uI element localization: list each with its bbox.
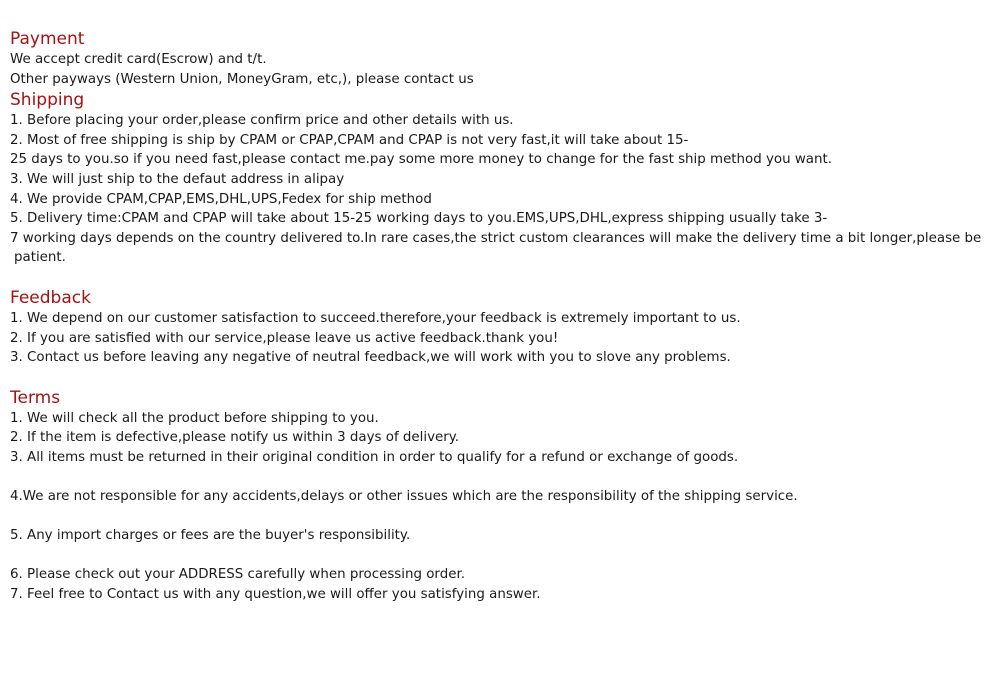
feedback-line: 2. If you are satisfied with our service,please leave us active feedback.thank you! bbox=[10, 330, 559, 346]
shipping-line: 1. Before placing your order,please confirm price and other details with us. bbox=[10, 113, 514, 129]
payment-heading: Payment bbox=[10, 29, 85, 49]
terms-heading: Terms bbox=[10, 387, 61, 408]
terms-line: 5. Any import charges or fees are the buyer's responsibility. bbox=[10, 528, 411, 544]
feedback-line: 1. We depend on our customer satisfaction to succeed.therefore,your feedback is extremely important to us. bbox=[10, 310, 741, 326]
terms-line: 2. If the item is defective,please notify us within 3 days of delivery. bbox=[10, 430, 460, 446]
policy-document bbox=[10, 28, 995, 605]
terms-line: 1. We will check all the product before shipping to you. bbox=[10, 410, 379, 426]
shipping-heading: Shipping bbox=[10, 90, 85, 111]
shipping-line: 3. We will just ship to the defaut address in alipay bbox=[10, 171, 345, 187]
shipping-line: 25 days to you.so if you need fast,please contact me.pay some more money to change for the fast ship method you want. bbox=[10, 152, 833, 168]
paragraph-spacer bbox=[10, 468, 995, 488]
payment-line: Other payways (Western Union, MoneyGram, etc,), please contact us bbox=[10, 71, 474, 87]
paragraph-spacer bbox=[10, 546, 995, 566]
payment-line: We accept credit card(Escrow) and t/t. bbox=[10, 52, 267, 67]
terms-line: 7. Feel free to Contact us with any question,we will offer you satisfying answer. bbox=[10, 587, 541, 603]
section-spacer bbox=[10, 368, 995, 387]
terms-line: 3. All items must be returned in their original condition in order to qualify for a refund or exchange of goods. bbox=[10, 449, 739, 465]
shipping-line: 4. We provide CPAM,CPAP,EMS,DHL,UPS,Fedex for ship method bbox=[10, 191, 432, 207]
shipping-line: 5. Delivery time:CPAM and CPAP will take about 15-25 working days to you.EMS,UPS,DHL,express shipping usually take 3- bbox=[10, 211, 828, 227]
terms-line: 6. Please check out your ADDRESS carefully when processing order. bbox=[10, 567, 465, 583]
paragraph-spacer bbox=[10, 507, 995, 527]
terms-line: 4.We are not responsible for any accidents,delays or other issues which are the responsibility of the shipping service. bbox=[10, 489, 798, 505]
section-spacer bbox=[10, 268, 995, 287]
shipping-line: 7 working days depends on the country delivered to.In rare cases,the strict custom clearances will make the delivery time a bit longer,please be bbox=[10, 230, 982, 246]
feedback-line: 3. Contact us before leaving any negative of neutral feedback,we will work with you to slove any problems. bbox=[10, 350, 731, 366]
shipping-line: patient. bbox=[14, 250, 66, 266]
feedback-heading: Feedback bbox=[10, 287, 91, 308]
shipping-line: 2. Most of free shipping is ship by CPAM or CPAP,CPAM and CPAP is not very fast,it will take about 15- bbox=[10, 132, 689, 148]
